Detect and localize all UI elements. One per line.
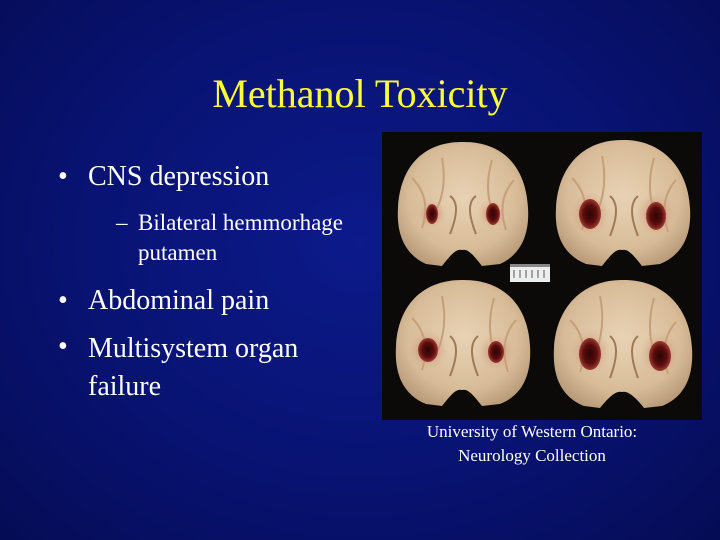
- bullet-icon: •: [58, 161, 68, 192]
- image-caption: [382, 420, 682, 468]
- dash-icon: –: [116, 210, 128, 235]
- slide-title: Methanol Toxicity: [212, 71, 508, 116]
- bullet-text: Multisystem organ failure: [88, 333, 299, 402]
- bullet-icon: •: [58, 285, 68, 316]
- brain-sections-photo: [382, 132, 702, 420]
- bullet-icon: •: [58, 331, 68, 362]
- caption-line-1: University of Western Ontario:: [426, 422, 638, 441]
- caption-line-2: Neurology Collection: [458, 446, 606, 465]
- brain-coronal-sections-icon: [382, 132, 702, 420]
- bullet-text: CNS depression: [88, 161, 270, 192]
- bullet-text: Abdominal pain: [88, 285, 270, 316]
- sub-bullet-text: Bilateral hemmorhage putamen: [138, 210, 344, 265]
